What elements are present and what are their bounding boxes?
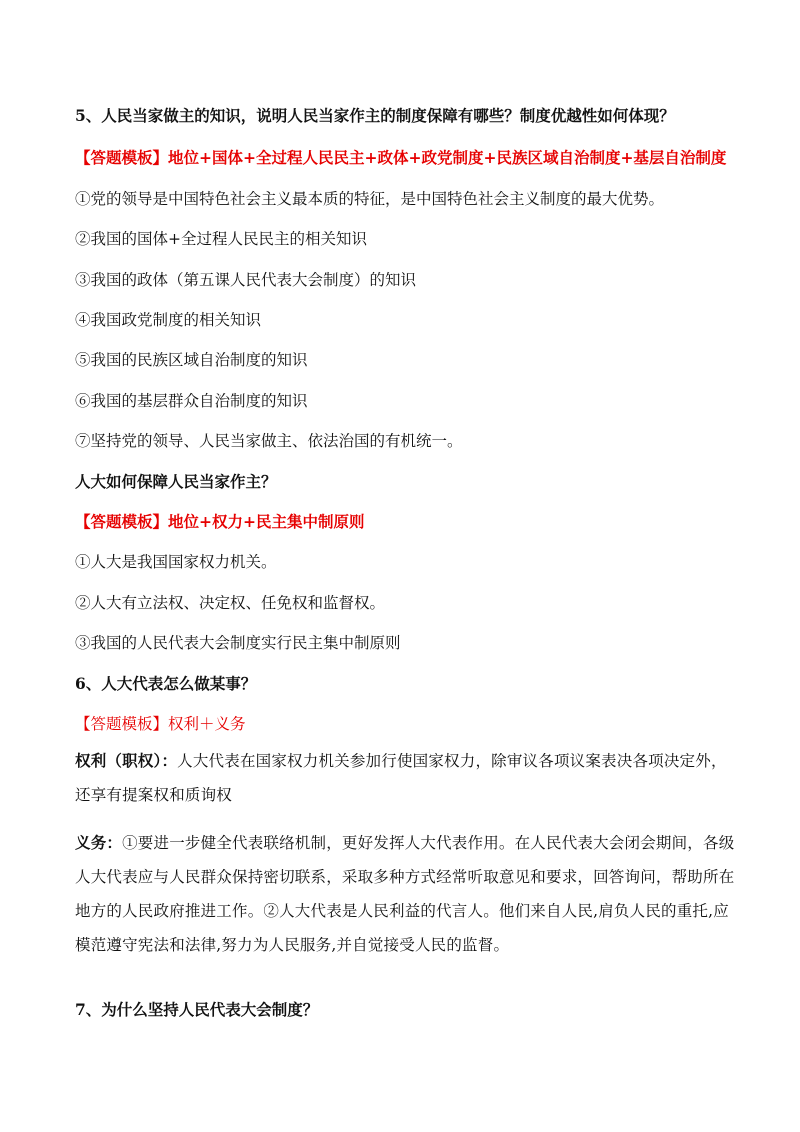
npc-item-3: ③我国的人民代表大会制度实行民主集中制原则 bbox=[75, 634, 401, 652]
q6-duties-text: ①要进一步健全代表联络机制，更好发挥人大代表作用。在人民代表大会闭会期间，各级人大代表应与人民群众保持密切联系，采取多种方式经常听取意见和要求，回答询问，帮助所在地方的人民政府推进工作。②人大代表是人民利益的代言人。他们来自人民,肩负人民的重托,应模范遵守宪法和法律,努力为人民服务,并自觉接受人民的监督。 bbox=[75, 834, 735, 954]
q5-answer-template: 【答题模板】地位+国体+全过程人民民主+政体+政党制度+民族区域自治制度+基层自治制度 bbox=[75, 148, 727, 167]
q6-rights-label: 权利（职权）： bbox=[75, 751, 178, 770]
q7-title: 7、为什么坚持人民代表大会制度？ bbox=[75, 1000, 319, 1019]
q5-item-6: ⑥我国的基层群众自治制度的知识 bbox=[75, 392, 308, 410]
npc-title: 人大如何保障人民当家作主？ bbox=[75, 472, 277, 491]
npc-item-1: ①人大是我国国家权力机关。 bbox=[75, 553, 277, 571]
q5-item-2: ②我国的国体+全过程人民民主的相关知识 bbox=[75, 230, 367, 248]
q6-rights-paragraph bbox=[75, 744, 737, 812]
q5-item-1: ①党的领导是中国特色社会主义最本质的特征，是中国特色社会主义制度的最大优势。 bbox=[75, 190, 665, 208]
q6-rights-text: 人大代表在国家权力机关参加行使国家权力，除审议各项议案表决各项决定外，还享有提案权和质询权 bbox=[75, 752, 727, 804]
q5-item-4: ④我国政党制度的相关知识 bbox=[75, 311, 262, 329]
npc-answer-template: 【答题模板】地位+权力+民主集中制原则 bbox=[75, 512, 365, 531]
q5-title: 5、人民当家做主的知识，说明人民当家作主的制度保障有哪些？制度优越性如何体现？ bbox=[75, 106, 675, 125]
q6-duties-paragraph bbox=[75, 826, 737, 962]
q5-item-3: ③我国的政体（第五课人民代表大会制度）的知识 bbox=[75, 271, 417, 289]
q5-item-7: ⑦坚持党的领导、人民当家做主、依法治国的有机统一。 bbox=[75, 432, 463, 450]
q6-answer-template: 【答题模板】权利＋义务 bbox=[75, 715, 246, 733]
q5-item-5: ⑤我国的民族区域自治制度的知识 bbox=[75, 351, 308, 369]
q6-duties-label: 义务： bbox=[75, 833, 123, 852]
npc-item-2: ②人大有立法权、决定权、任免权和监督权。 bbox=[75, 594, 386, 612]
q6-title: 6、人大代表怎么做某事？ bbox=[75, 674, 257, 693]
